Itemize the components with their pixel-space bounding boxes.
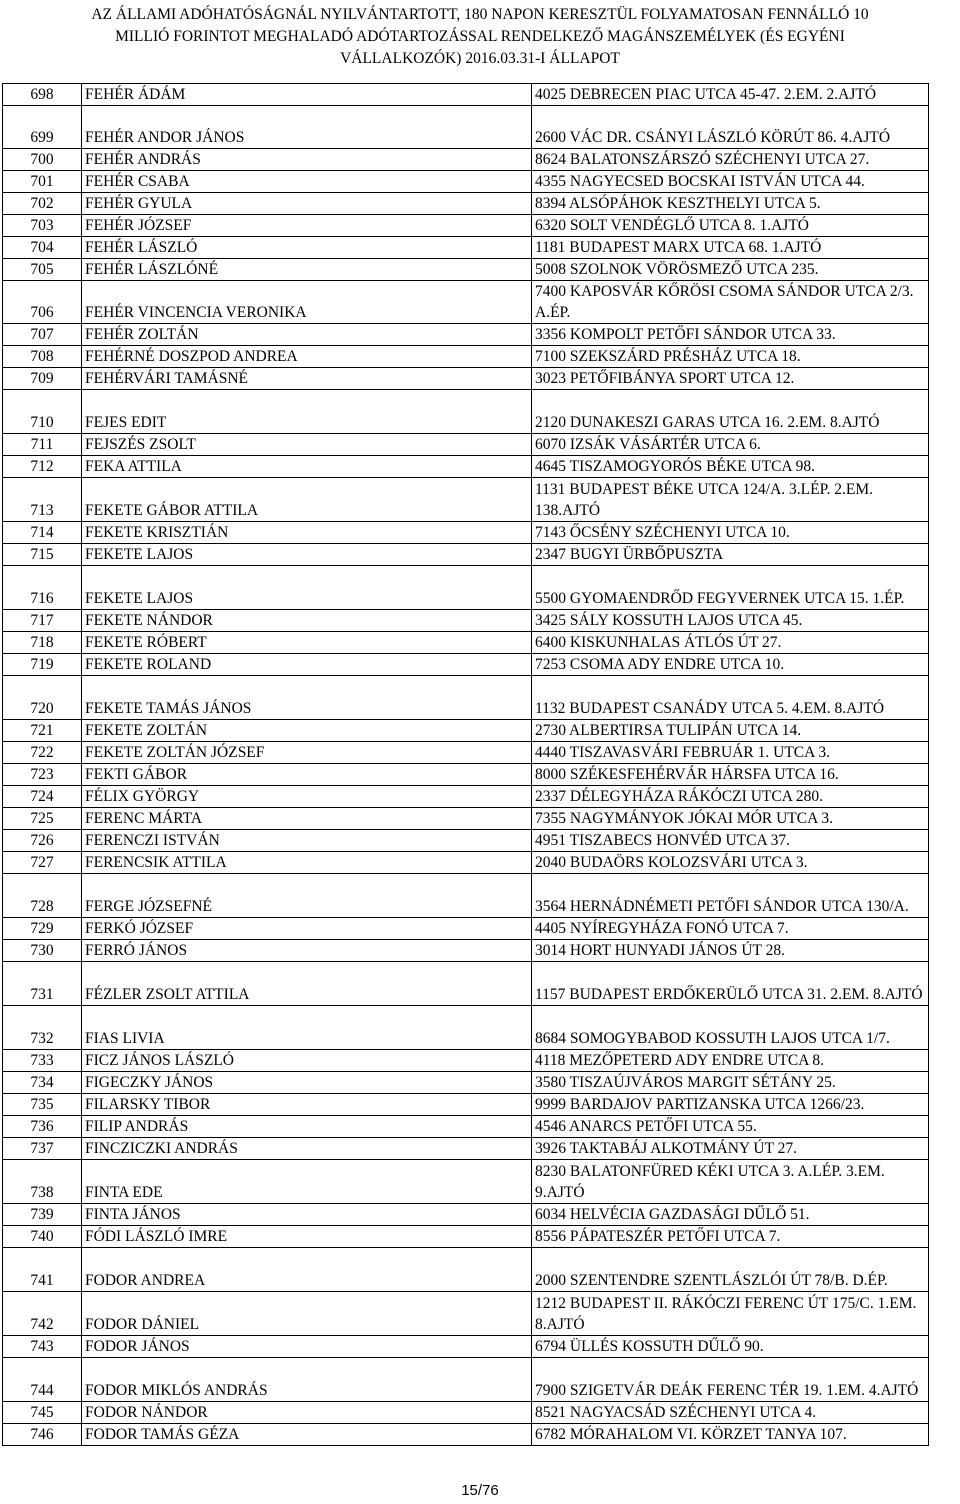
table-row xyxy=(3,1292,929,1336)
row-name: FINTA JÁNOS xyxy=(82,1204,532,1226)
row-address: 4405 NYÍREGYHÁZA FONÓ UTCA 7. xyxy=(532,918,929,940)
row-address: 4118 MEZŐPETERD ADY ENDRE UTCA 8. xyxy=(532,1050,929,1072)
table-row xyxy=(3,852,929,874)
row-name: FEKA ATTILA xyxy=(82,456,532,478)
row-name: FILIP ANDRÁS xyxy=(82,1116,532,1138)
row-number: 744 xyxy=(3,1358,82,1402)
row-number: 723 xyxy=(3,764,82,786)
table-row xyxy=(3,237,929,259)
row-name: FÉLIX GYÖRGY xyxy=(82,786,532,808)
row-number: 730 xyxy=(3,940,82,962)
row-address: 7253 CSOMA ADY ENDRE UTCA 10. xyxy=(532,654,929,676)
row-number: 740 xyxy=(3,1226,82,1248)
row-number: 733 xyxy=(3,1050,82,1072)
table-row xyxy=(3,676,929,720)
row-address: 5008 SZOLNOK VÖRÖSMEZŐ UTCA 235. xyxy=(532,259,929,281)
row-address: 8521 NAGYACSÁD SZÉCHENYI UTCA 4. xyxy=(532,1402,929,1424)
table-row xyxy=(3,566,929,610)
row-address: 3564 HERNÁDNÉMETI PETŐFI SÁNDOR UTCA 130/A. xyxy=(532,874,929,918)
table-row xyxy=(3,522,929,544)
table-row xyxy=(3,874,929,918)
row-number: 704 xyxy=(3,237,82,259)
row-name: FEHÉR GYULA xyxy=(82,193,532,215)
row-name: FEKETE ROLAND xyxy=(82,654,532,676)
table-row xyxy=(3,1006,929,1050)
table-row xyxy=(3,720,929,742)
row-name: FEHÉRVÁRI TAMÁSNÉ xyxy=(82,368,532,390)
row-number: 698 xyxy=(3,84,82,106)
row-address: 4951 TISZABECS HONVÉD UTCA 37. xyxy=(532,830,929,852)
row-number: 708 xyxy=(3,346,82,368)
row-name: FODOR ANDREA xyxy=(82,1248,532,1292)
row-name: FEKETE LAJOS xyxy=(82,566,532,610)
row-name: FERENCZI ISTVÁN xyxy=(82,830,532,852)
table-row xyxy=(3,171,929,193)
row-number: 712 xyxy=(3,456,82,478)
row-address: 6320 SOLT VENDÉGLŐ UTCA 8. 1.AJTÓ xyxy=(532,215,929,237)
table-row xyxy=(3,918,929,940)
row-number: 722 xyxy=(3,742,82,764)
row-name: FEKETE LAJOS xyxy=(82,544,532,566)
table-row xyxy=(3,940,929,962)
row-number: 700 xyxy=(3,149,82,171)
row-name: FEHÉR ZOLTÁN xyxy=(82,324,532,346)
row-name: FEHÉR ANDOR JÁNOS xyxy=(82,106,532,149)
row-name: FERRÓ JÁNOS xyxy=(82,940,532,962)
row-address: 4355 NAGYECSED BOCSKAI ISTVÁN UTCA 44. xyxy=(532,171,929,193)
row-address: 7100 SZEKSZÁRD PRÉSHÁZ UTCA 18. xyxy=(532,346,929,368)
row-name: FEHÉR ÁDÁM xyxy=(82,84,532,106)
row-name: FODOR TAMÁS GÉZA xyxy=(82,1424,532,1446)
row-number: 735 xyxy=(3,1094,82,1116)
row-name: FEJSZÉS ZSOLT xyxy=(82,434,532,456)
row-address: 8230 BALATONFÜRED KÉKI UTCA 3. A.LÉP. 3.EM. 9.AJTÓ xyxy=(532,1160,929,1204)
row-address: 7400 KAPOSVÁR KŐRÖSI CSOMA SÁNDOR UTCA 2/3. A.ÉP. xyxy=(532,281,929,324)
row-name: FEHÉR CSABA xyxy=(82,171,532,193)
row-address: 3926 TAKTABÁJ ALKOTMÁNY ÚT 27. xyxy=(532,1138,929,1160)
row-address: 4025 DEBRECEN PIAC UTCA 45-47. 2.EM. 2.AJTÓ xyxy=(532,84,929,106)
row-name: FEHÉR ANDRÁS xyxy=(82,149,532,171)
row-name: FEHÉR VINCENCIA VERONIKA xyxy=(82,281,532,324)
table-row xyxy=(3,324,929,346)
taxpayer-table xyxy=(2,83,929,1446)
row-number: 713 xyxy=(3,478,82,522)
row-number: 711 xyxy=(3,434,82,456)
table-row xyxy=(3,1402,929,1424)
row-address: 1181 BUDAPEST MARX UTCA 68. 1.AJTÓ xyxy=(532,237,929,259)
row-number: 707 xyxy=(3,324,82,346)
row-address: 6034 HELVÉCIA GAZDASÁGI DŰLŐ 51. xyxy=(532,1204,929,1226)
row-address: 6400 KISKUNHALAS ÁTLÓS ÚT 27. xyxy=(532,632,929,654)
row-name: FODOR NÁNDOR xyxy=(82,1402,532,1424)
table-row xyxy=(3,808,929,830)
row-address: 5500 GYOMAENDRŐD FEGYVERNEK UTCA 15. 1.ÉP. xyxy=(532,566,929,610)
row-name: FODOR MIKLÓS ANDRÁS xyxy=(82,1358,532,1402)
row-address: 1132 BUDAPEST CSANÁDY UTCA 5. 4.EM. 8.AJTÓ xyxy=(532,676,929,720)
row-address: 2600 VÁC DR. CSÁNYI LÁSZLÓ KÖRÚT 86. 4.AJTÓ xyxy=(532,106,929,149)
row-number: 724 xyxy=(3,786,82,808)
table-row xyxy=(3,742,929,764)
header-line-1: AZ ÁLLAMI ADÓHATÓSÁGNÁL NYILVÁNTARTOTT, 180 NAPON KERESZTÜL FOLYAMATOSAN FENNÁLLÓ 10 xyxy=(91,6,869,23)
table-row xyxy=(3,281,929,324)
table-row xyxy=(3,456,929,478)
table-row xyxy=(3,1424,929,1446)
table-row xyxy=(3,215,929,237)
table-row xyxy=(3,149,929,171)
table-row xyxy=(3,1116,929,1138)
row-number: 721 xyxy=(3,720,82,742)
row-number: 736 xyxy=(3,1116,82,1138)
table-row xyxy=(3,786,929,808)
row-number: 737 xyxy=(3,1138,82,1160)
table-row xyxy=(3,1226,929,1248)
row-number: 727 xyxy=(3,852,82,874)
header-line-3: VÁLLALKOZÓK) 2016.03.31-I ÁLLAPOT xyxy=(340,50,620,67)
table-row xyxy=(3,106,929,149)
table-row xyxy=(3,962,929,1006)
table-row xyxy=(3,390,929,434)
taxpayer-table-body xyxy=(3,84,929,1446)
header-line-2: MILLIÓ FORINTOT MEGHALADÓ ADÓTARTOZÁSSAL RENDELKEZŐ MAGÁNSZEMÉLYEK (ÉS EGYÉNI xyxy=(115,28,845,45)
row-number: 715 xyxy=(3,544,82,566)
table-row xyxy=(3,764,929,786)
row-number: 699 xyxy=(3,106,82,149)
row-name: FEKETE GÁBOR ATTILA xyxy=(82,478,532,522)
row-name: FÉZLER ZSOLT ATTILA xyxy=(82,962,532,1006)
row-name: FERENCSIK ATTILA xyxy=(82,852,532,874)
row-name: FINTA EDE xyxy=(82,1160,532,1204)
row-name: FEJES EDIT xyxy=(82,390,532,434)
row-address: 2000 SZENTENDRE SZENTLÁSZLÓI ÚT 78/B. D.ÉP. xyxy=(532,1248,929,1292)
row-address: 9999 BARDAJOV PARTIZANSKA UTCA 1266/23. xyxy=(532,1094,929,1116)
row-number: 709 xyxy=(3,368,82,390)
row-address: 3023 PETŐFIBÁNYA SPORT UTCA 12. xyxy=(532,368,929,390)
row-address: 1212 BUDAPEST II. RÁKÓCZI FERENC ÚT 175/C. 1.EM. 8.AJTÓ xyxy=(532,1292,929,1336)
row-address: 7900 SZIGETVÁR DEÁK FERENC TÉR 19. 1.EM. 4.AJTÓ xyxy=(532,1358,929,1402)
row-number: 706 xyxy=(3,281,82,324)
row-address: 2120 DUNAKESZI GARAS UTCA 16. 2.EM. 8.AJTÓ xyxy=(532,390,929,434)
row-name: FEKTI GÁBOR xyxy=(82,764,532,786)
table-row xyxy=(3,434,929,456)
row-name: FEHÉRNÉ DOSZPOD ANDREA xyxy=(82,346,532,368)
row-name: FEKETE TAMÁS JÁNOS xyxy=(82,676,532,720)
row-number: 703 xyxy=(3,215,82,237)
row-address: 1131 BUDAPEST BÉKE UTCA 124/A. 3.LÉP. 2.EM. 138.AJTÓ xyxy=(532,478,929,522)
row-name: FICZ JÁNOS LÁSZLÓ xyxy=(82,1050,532,1072)
row-name: FERKÓ JÓZSEF xyxy=(82,918,532,940)
row-number: 705 xyxy=(3,259,82,281)
row-name: FEKETE ZOLTÁN xyxy=(82,720,532,742)
row-address: 4440 TISZAVASVÁRI FEBRUÁR 1. UTCA 3. xyxy=(532,742,929,764)
row-number: 717 xyxy=(3,610,82,632)
row-number: 726 xyxy=(3,830,82,852)
row-name: FEKETE RÓBERT xyxy=(82,632,532,654)
row-address: 3014 HORT HUNYADI JÁNOS ÚT 28. xyxy=(532,940,929,962)
row-name: FEKETE KRISZTIÁN xyxy=(82,522,532,544)
row-number: 702 xyxy=(3,193,82,215)
row-name: FERGE JÓZSEFNÉ xyxy=(82,874,532,918)
table-row xyxy=(3,1358,929,1402)
table-row xyxy=(3,1072,929,1094)
table-row xyxy=(3,830,929,852)
row-address: 3425 SÁLY KOSSUTH LAJOS UTCA 45. xyxy=(532,610,929,632)
row-number: 745 xyxy=(3,1402,82,1424)
row-number: 719 xyxy=(3,654,82,676)
row-number: 739 xyxy=(3,1204,82,1226)
row-address: 4546 ANARCS PETŐFI UTCA 55. xyxy=(532,1116,929,1138)
row-name: FILARSKY TIBOR xyxy=(82,1094,532,1116)
row-name: FODOR DÁNIEL xyxy=(82,1292,532,1336)
row-address: 8684 SOMOGYBABOD KOSSUTH LAJOS UTCA 1/7. xyxy=(532,1006,929,1050)
row-address: 6782 MÓRAHALOM VI. KÖRZET TANYA 107. xyxy=(532,1424,929,1446)
row-number: 746 xyxy=(3,1424,82,1446)
table-row xyxy=(3,1160,929,1204)
row-number: 734 xyxy=(3,1072,82,1094)
row-name: FÓDI LÁSZLÓ IMRE xyxy=(82,1226,532,1248)
table-row xyxy=(3,1336,929,1358)
row-address: 4645 TISZAMOGYORÓS BÉKE UTCA 98. xyxy=(532,456,929,478)
row-number: 729 xyxy=(3,918,82,940)
row-number: 732 xyxy=(3,1006,82,1050)
table-row xyxy=(3,478,929,522)
table-row xyxy=(3,1248,929,1292)
row-address: 7143 ŐCSÉNY SZÉCHENYI UTCA 10. xyxy=(532,522,929,544)
row-number: 725 xyxy=(3,808,82,830)
table-row xyxy=(3,84,929,106)
row-number: 742 xyxy=(3,1292,82,1336)
table-row xyxy=(3,1050,929,1072)
row-number: 718 xyxy=(3,632,82,654)
page-number: 15/76 xyxy=(461,1482,499,1499)
table-row xyxy=(3,1138,929,1160)
row-number: 728 xyxy=(3,874,82,918)
row-address: 2040 BUDAÖRS KOLOZSVÁRI UTCA 3. xyxy=(532,852,929,874)
row-address: 8000 SZÉKESFEHÉRVÁR HÁRSFA UTCA 16. xyxy=(532,764,929,786)
table-row xyxy=(3,368,929,390)
row-name: FERENC MÁRTA xyxy=(82,808,532,830)
row-name: FEHÉR JÓZSEF xyxy=(82,215,532,237)
table-row xyxy=(3,654,929,676)
document-header xyxy=(0,4,960,70)
row-address: 8556 PÁPATESZÉR PETŐFI UTCA 7. xyxy=(532,1226,929,1248)
row-address: 3356 KOMPOLT PETŐFI SÁNDOR UTCA 33. xyxy=(532,324,929,346)
table-row xyxy=(3,259,929,281)
row-number: 714 xyxy=(3,522,82,544)
row-address: 8394 ALSÓPÁHOK KESZTHELYI UTCA 5. xyxy=(532,193,929,215)
row-number: 720 xyxy=(3,676,82,720)
row-name: FEHÉR LÁSZLÓ xyxy=(82,237,532,259)
row-name: FIAS LIVIA xyxy=(82,1006,532,1050)
row-address: 8624 BALATONSZÁRSZÓ SZÉCHENYI UTCA 27. xyxy=(532,149,929,171)
row-number: 741 xyxy=(3,1248,82,1292)
row-name: FINCZICZKI ANDRÁS xyxy=(82,1138,532,1160)
table-row xyxy=(3,193,929,215)
row-address: 6070 IZSÁK VÁSÁRTÉR UTCA 6. xyxy=(532,434,929,456)
row-address: 1157 BUDAPEST ERDŐKERÜLŐ UTCA 31. 2.EM. 8.AJTÓ xyxy=(532,962,929,1006)
table-row xyxy=(3,1204,929,1226)
row-name: FEKETE ZOLTÁN JÓZSEF xyxy=(82,742,532,764)
row-address: 7355 NAGYMÁNYOK JÓKAI MÓR UTCA 3. xyxy=(532,808,929,830)
row-number: 716 xyxy=(3,566,82,610)
table-row xyxy=(3,346,929,368)
row-name: FEHÉR LÁSZLÓNÉ xyxy=(82,259,532,281)
row-address: 6794 ÜLLÉS KOSSUTH DŰLŐ 90. xyxy=(532,1336,929,1358)
row-name: FODOR JÁNOS xyxy=(82,1336,532,1358)
table-row xyxy=(3,610,929,632)
row-number: 710 xyxy=(3,390,82,434)
row-name: FEKETE NÁNDOR xyxy=(82,610,532,632)
table-row xyxy=(3,544,929,566)
row-name: FIGECZKY JÁNOS xyxy=(82,1072,532,1094)
row-number: 731 xyxy=(3,962,82,1006)
row-address: 2337 DÉLEGYHÁZA RÁKÓCZI UTCA 280. xyxy=(532,786,929,808)
table-row xyxy=(3,632,929,654)
table-row xyxy=(3,1094,929,1116)
row-address: 2730 ALBERTIRSA TULIPÁN UTCA 14. xyxy=(532,720,929,742)
row-address: 2347 BUGYI ÜRBŐPUSZTA xyxy=(532,544,929,566)
row-number: 743 xyxy=(3,1336,82,1358)
row-number: 701 xyxy=(3,171,82,193)
row-address: 3580 TISZAÚJVÁROS MARGIT SÉTÁNY 25. xyxy=(532,1072,929,1094)
row-number: 738 xyxy=(3,1160,82,1204)
